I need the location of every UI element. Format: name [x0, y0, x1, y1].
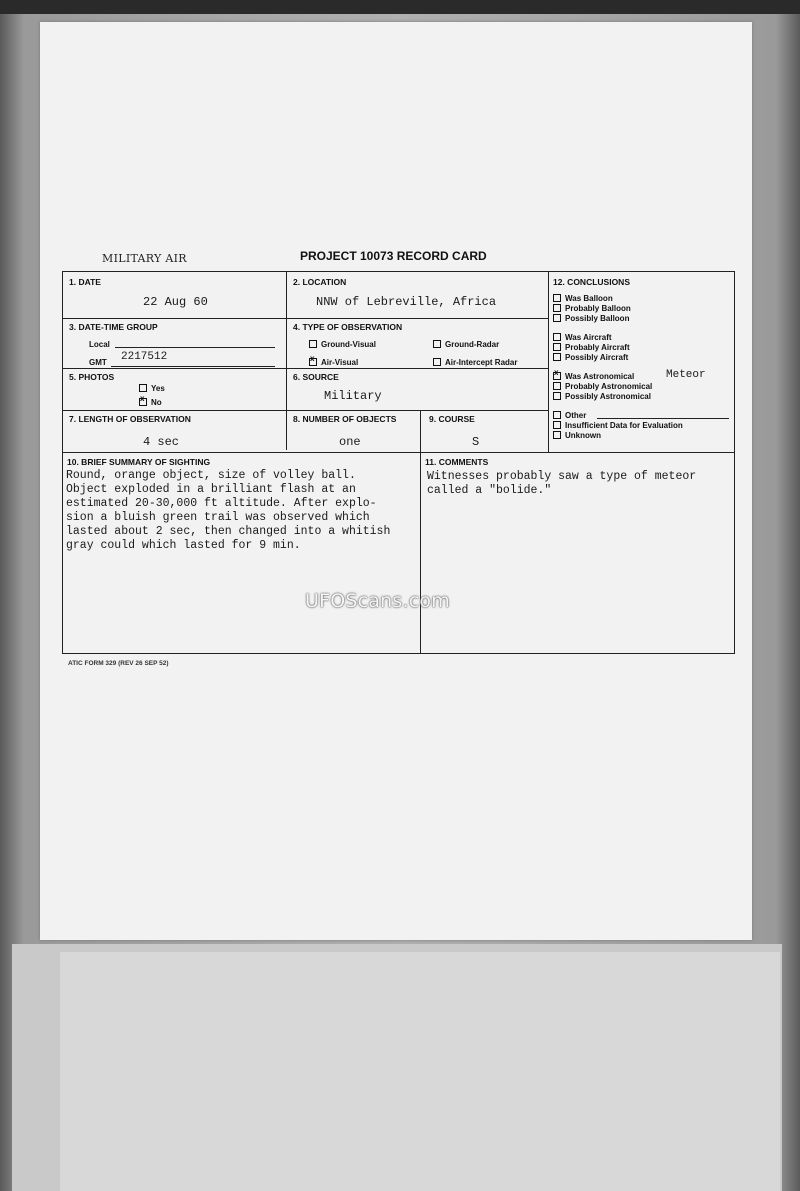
conclusion-was-balloon: [553, 294, 613, 303]
checkbox: [553, 343, 561, 351]
option-label: Possibly Aircraft: [565, 353, 629, 362]
conclusion-was-aircraft: [553, 333, 612, 342]
card-title: PROJECT 10073 RECORD CARD: [300, 249, 487, 263]
dtg-local-label: Local: [89, 340, 110, 349]
checkbox: [553, 392, 561, 400]
summary-label: 10. BRIEF SUMMARY OF SIGHTING: [67, 457, 211, 467]
course-value: S: [472, 435, 480, 449]
source-value: Military: [324, 389, 382, 403]
course-label: 9. COURSE: [429, 414, 475, 424]
option-label: Air-Visual: [321, 358, 359, 367]
conclusion-possibly-balloon: [553, 314, 629, 323]
summary-line: estimated 20-30,000 ft altitude. After explo-: [66, 497, 377, 510]
checkbox-checked: [309, 358, 317, 366]
dtg-gmt-label: GMT: [89, 358, 107, 367]
checkbox: [553, 411, 561, 419]
objects-value: one: [339, 435, 361, 449]
checkbox: [553, 314, 561, 322]
type-label: 4. TYPE OF OBSERVATION: [293, 322, 403, 332]
lower-background-inner: [60, 952, 780, 1191]
checkbox: [553, 421, 561, 429]
option-label: Other: [565, 411, 587, 420]
option-label: Ground-Visual: [321, 340, 376, 349]
conclusions-label: 12. CONCLUSIONS: [553, 277, 630, 287]
dtg-label: 3. DATE-TIME GROUP: [69, 322, 158, 332]
checkbox: [553, 353, 561, 361]
option-label: Ground-Radar: [445, 340, 500, 349]
summary-line: sion a bluish green trail was observed which: [66, 511, 370, 524]
dtg-gmt-value: 2217512: [121, 351, 168, 363]
summary-line: Round, orange object, size of volley ball.: [66, 469, 356, 482]
divider: [63, 410, 548, 411]
type-option-ground-radar: [433, 340, 499, 349]
checkbox: [309, 340, 317, 348]
conclusion-probably-balloon: [553, 304, 631, 313]
divider: [63, 368, 548, 369]
divider: [286, 272, 287, 450]
checkbox-checked: [139, 398, 147, 406]
divider: [420, 410, 421, 653]
checkbox: [553, 382, 561, 390]
checkbox: [139, 384, 147, 392]
header-classification: MILITARY AIR: [102, 252, 187, 265]
summary-line: gray could which lasted for 9 min.: [66, 539, 301, 552]
length-label: 7. LENGTH OF OBSERVATION: [69, 414, 191, 424]
option-label: Probably Balloon: [565, 304, 631, 313]
option-label: Unknown: [565, 431, 601, 440]
conclusion-possibly-aircraft: [553, 353, 628, 362]
type-option-ground-visual: [309, 340, 376, 349]
film-edge: [0, 0, 800, 14]
option-label: Was Aircraft: [565, 333, 612, 342]
checkbox-checked: [553, 372, 561, 380]
photos-label: 5. PHOTOS: [69, 372, 115, 382]
comments-line: Witnesses probably saw a type of meteor: [427, 470, 697, 483]
conclusion-insufficient-data: [553, 421, 683, 430]
type-option-air-intercept-radar: [433, 358, 517, 367]
option-label: Insufficient Data for Evaluation: [565, 421, 683, 430]
dtg-gmt-line: [111, 366, 275, 367]
checkbox: [553, 304, 561, 312]
option-label: Yes: [151, 384, 165, 393]
objects-label: 8. NUMBER OF OBJECTS: [293, 414, 397, 424]
comments-line: called a "bolide.": [427, 484, 552, 497]
option-label: Probably Aircraft: [565, 343, 630, 352]
summary-line: Object exploded in a brilliant flash at an: [66, 483, 356, 496]
conclusion-possibly-astronomical: [553, 392, 651, 401]
divider: [63, 452, 734, 453]
conclusion-astro-note: Meteor: [666, 369, 706, 381]
date-value: 22 Aug 60: [143, 295, 208, 309]
photos-yes: [139, 384, 165, 393]
location-value: NNW of Lebreville, Africa: [316, 295, 497, 309]
photos-no: [139, 398, 162, 407]
option-label: Possibly Astronomical: [565, 392, 651, 401]
comments-label: 11. COMMENTS: [425, 457, 489, 467]
option-label: Possibly Balloon: [565, 314, 630, 323]
source-label: 6. SOURCE: [293, 372, 339, 382]
option-label: Was Astronomical: [565, 372, 635, 381]
length-value: 4 sec: [143, 435, 180, 449]
conclusion-probably-aircraft: [553, 343, 630, 352]
type-option-air-visual: [309, 358, 358, 367]
conclusion-probably-astronomical: [553, 382, 652, 391]
checkbox: [433, 340, 441, 348]
dtg-local-line: [115, 347, 275, 348]
summary-line: lasted about 2 sec, then changed into a whitish: [66, 525, 391, 538]
checkbox: [553, 431, 561, 439]
conclusion-unknown: [553, 431, 601, 440]
option-label: Was Balloon: [565, 294, 613, 303]
date-label: 1. DATE: [69, 277, 101, 287]
divider: [548, 272, 549, 452]
checkbox: [553, 333, 561, 341]
watermark: UFOScans.com: [305, 590, 450, 612]
divider: [63, 318, 548, 319]
checkbox: [433, 358, 441, 366]
location-label: 2. LOCATION: [293, 277, 347, 287]
checkbox: [553, 294, 561, 302]
option-label: Probably Astronomical: [565, 382, 653, 391]
other-line: [597, 418, 729, 419]
option-label: Air-Intercept Radar: [445, 358, 518, 367]
form-number: ATIC FORM 329 (REV 26 SEP 52): [68, 660, 169, 667]
conclusion-was-astronomical: [553, 372, 634, 381]
conclusion-other: [553, 411, 586, 420]
option-label: No: [151, 398, 162, 407]
